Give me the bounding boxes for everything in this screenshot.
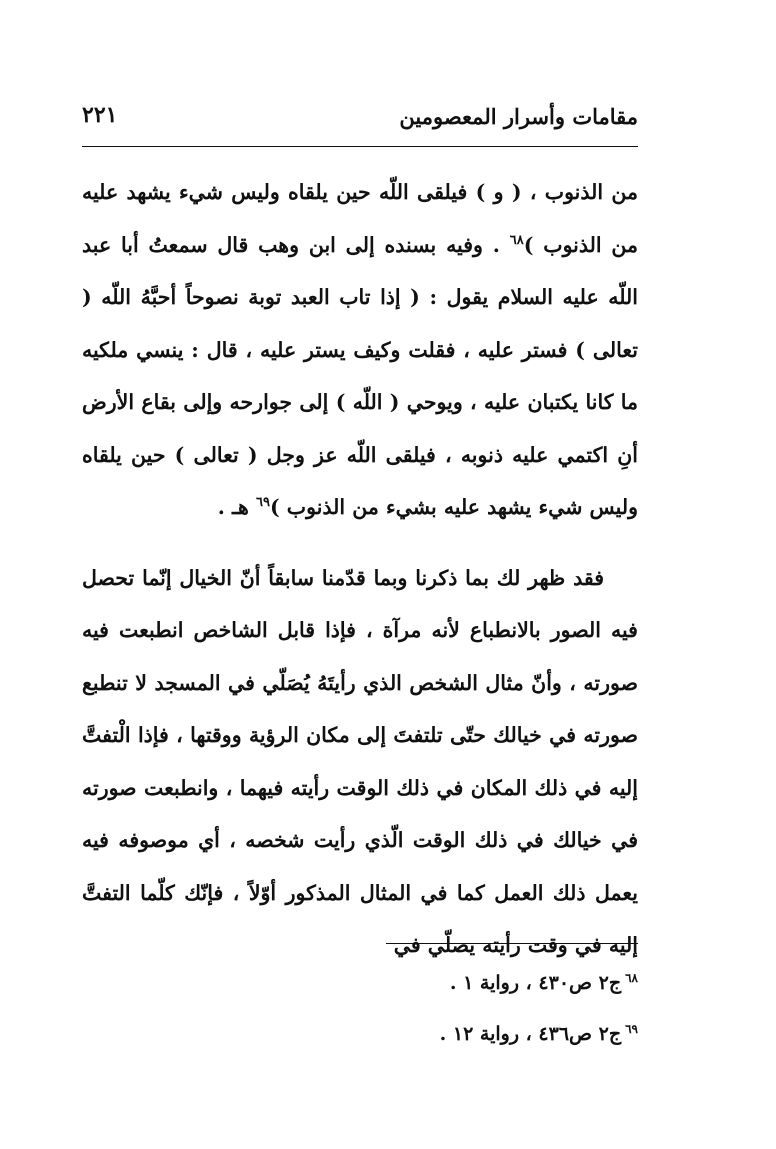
footnote-text: ج٢ ص٤٣٦ ، رواية ١٢ . <box>439 1023 622 1045</box>
page-number: ٢٢١ <box>82 102 118 128</box>
footnote-69 <box>82 1009 638 1060</box>
book-title: مقامات وأسرار المعصومين <box>399 104 638 129</box>
main-text <box>82 166 638 972</box>
header-rule <box>82 146 638 147</box>
paragraph-1 <box>82 166 638 534</box>
footnotes <box>82 958 638 1060</box>
footnote-68 <box>82 958 638 1009</box>
running-header <box>82 104 638 144</box>
paragraph-1-text-c: هـ . <box>217 495 256 519</box>
paragraph-2: فقد ظهر لك بما ذكرنا وبما قدّمنا سابقاً أنّ الخيال إنّما تحصل فيه الصور بالانطباع لأنه مرآة ، فإذا قابل الشاخص انطبعت فيه صورته ، وأنّ مثال الشخص الذي رأيتَهُ يُصَلّي في المسجد لا تنطبع صورته في خيالك حتّى تلتفتَ إلى مكان الرؤية ووقتها ، فإذا الْتفتَّ إليه في ذلك المكان في ذلك الوقت رأيته فيهما ، وانطبعت صورته في خيالك في ذلك الوقت الّذي رأيت شخصه ، أي موصوفه فيه يعمل ذلك العمل كما في المثال المذكور أوّلاً ، فإنّك كلّما التفتَّ إليه في وقت رأيته يصلّي في <box>82 565 638 957</box>
footnote-separator <box>386 943 638 944</box>
paragraph-1-text-b: . وفيه بسنده إلى ابن وهب قال سمعتُ أبا عبد اللّه عليه السلام يقول : ( إذا تاب العبد توبة نصوحاً أحبَّهُ اللّه ( تعالى ) فستر عليه ، فقلت وكيف يستر عليه ، قال : ينسي ملكيه ما كانا يكتبان عليه ، ويوحي ( اللّه ) إلى جوارحه وإلى بقاع الأرض أنِ اكتمي عليه ذنوبه ، فيلقى اللّه عز وجل ( تعالى ) حين يلقاه وليس شيء يشهد عليه بشيء من الذنوب ) <box>82 232 638 519</box>
footnote-reference-69: ٦٩ <box>256 495 270 511</box>
footnote-reference-68: ٦٨ <box>509 232 524 248</box>
footnote-text: ج٢ ص٤٣٠ ، رواية ١ . <box>449 972 622 994</box>
footnote-number: ٦٩ <box>625 1021 638 1036</box>
paragraph-1-text-a: من الذنوب ، ( و ) فيلقى اللّه حين يلقاه وليس شيء يشهد عليه من الذنوب ) <box>82 180 638 257</box>
footnote-number: ٦٨ <box>625 970 638 985</box>
